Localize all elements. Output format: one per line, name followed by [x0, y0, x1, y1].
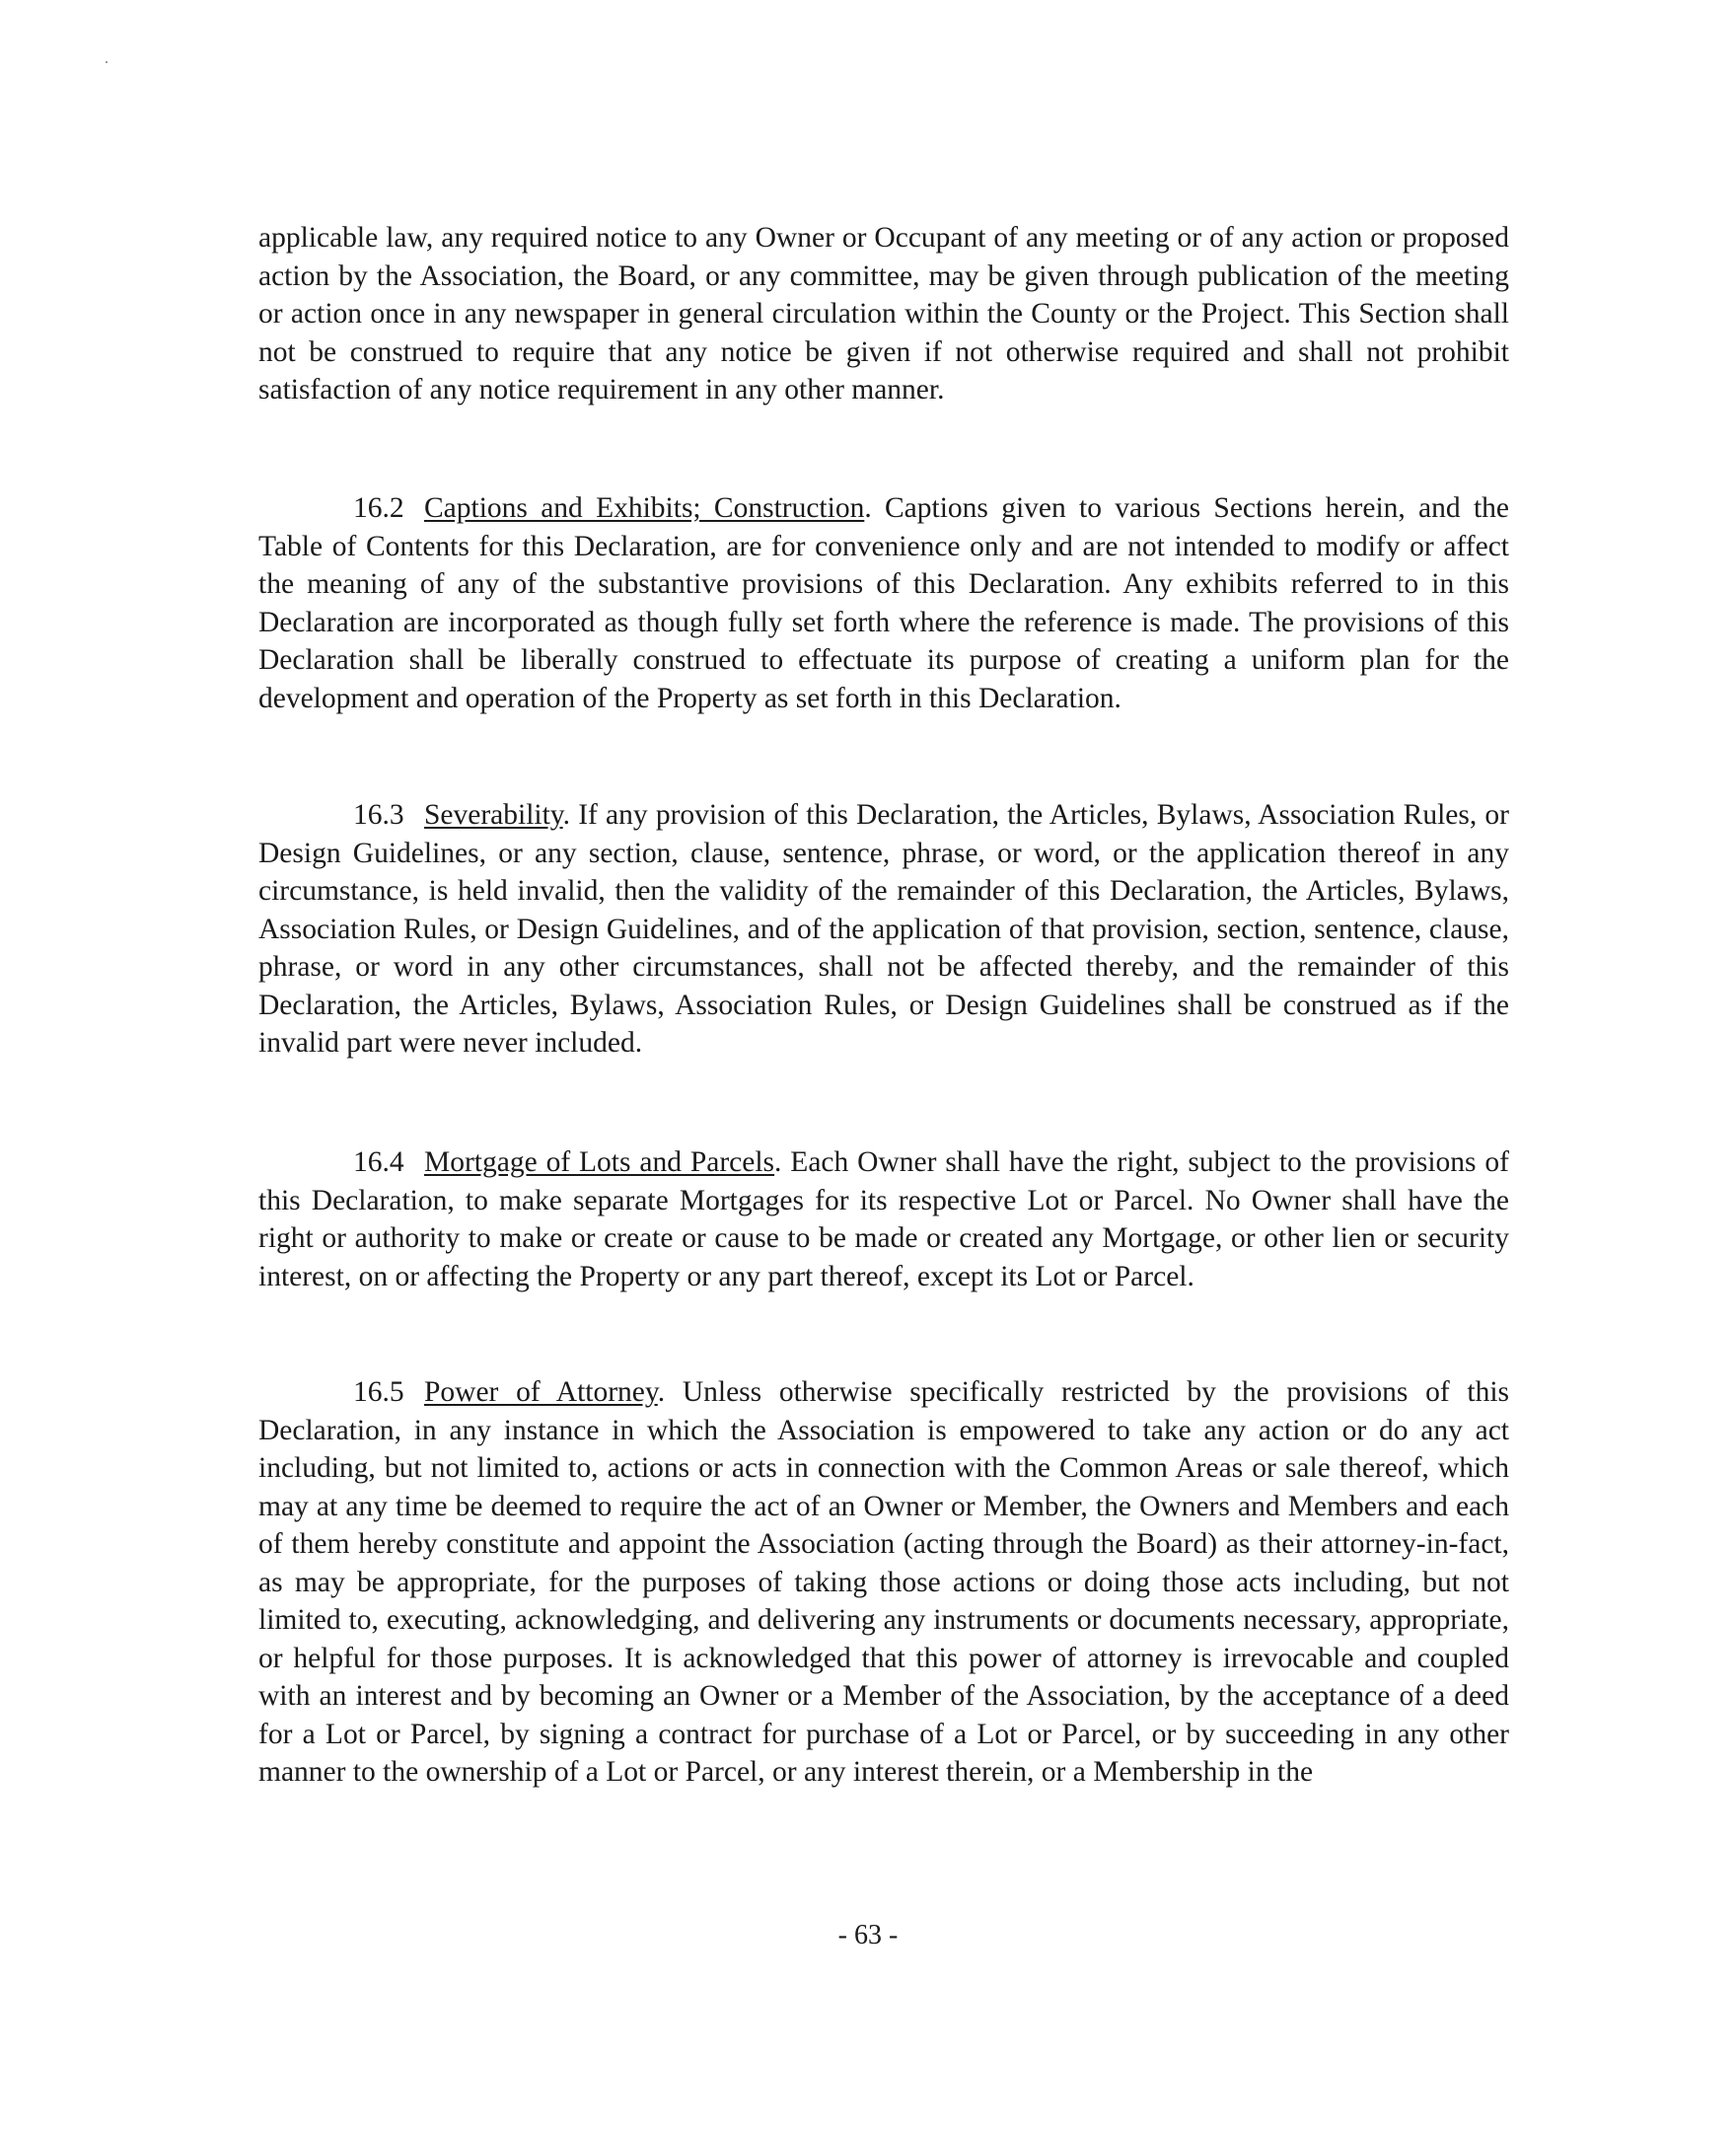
- section-heading: Mortgage of Lots and Parcels: [424, 1146, 775, 1178]
- section-heading: Severability: [424, 799, 563, 831]
- section-number: 16.2: [353, 492, 404, 524]
- section-number: 16.5: [353, 1376, 404, 1408]
- continuation-paragraph: applicable law, any required notice to any Owner or Occupant of any meeting or of any action or proposed action by the Association, the Board, or any committee, may be given through publication of the meeting or action once in any newspaper in general circulation within the County or the Project. This Section shall not be construed to require that any notice be given if not otherwise required and shall not prohibit satisfaction of any notice requirement in any other manner.: [258, 222, 1509, 405]
- section-text: . Unless otherwise specifically restricted by the provisions of this Declaration, in any instance in which the Association is empowered to take any action or do any act including, but not limited to, actions or acts in connection with the Common Areas or sale thereof, which may at any time be deemed to require the act of an Owner or Member, the Owners and Members and each of them hereby constitute and appoint the Association (acting through the Board) as their attorney-in-fact, as may be appropriate, for the purposes of taking those actions or doing those acts including, but not limited to, executing, acknowledging, and delivering any instruments or documents necessary, appropriate, or helpful for those purposes. It is acknowledged that this power of attorney is irrevocable and coupled with an interest and by becoming an Owner or a Member of the Association, by the acceptance of a deed for a Lot or Parcel, by signing a contract for purchase of a Lot or Parcel, or by succeeding in any other manner to the ownership of a Lot or Parcel, or any interest therein, or a Membership in the: [258, 1376, 1509, 1788]
- section-16-2: [258, 489, 1509, 717]
- section-number: 16.3: [353, 799, 404, 831]
- section-16-3: [258, 796, 1509, 1063]
- section-heading: Captions and Exhibits; Construction: [424, 492, 865, 524]
- page-number: - 63 -: [837, 1920, 899, 1950]
- section-heading: Power of Attorney: [424, 1376, 658, 1408]
- section-16-4: [258, 1143, 1509, 1295]
- section-number: 16.4: [353, 1146, 404, 1178]
- section-16-5: [258, 1373, 1509, 1792]
- section-text: . Each Owner shall have the right, subject to the provisions of this Declaration, to make separate Mortgages for its respective Lot or Parcel. No Owner shall have the right or authority to make or create or cause to be made or created any Mortgage, or other lien or security interest, on or affecting the Property or any part thereof, except its Lot or Parcel.: [258, 1146, 1509, 1292]
- section-text: . If any provision of this Declaration, the Articles, Bylaws, Association Rules, or Design Guidelines, or any section, clause, sentence, phrase, or word, or the application thereof in any circumstance, is held invalid, then the validity of the remainder of this Declaration, the Articles, Bylaws, Association Rules, or Design Guidelines, and of the application of that provision, section, sentence, clause, phrase, or word in any other circumstances, shall not be affected thereby, and the remainder of this Declaration, the Articles, Bylaws, Association Rules, or Design Guidelines shall be construed as if the invalid part were never included.: [258, 799, 1509, 1059]
- section-text: . Captions given to various Sections herein, and the Table of Contents for this Declaration, are for convenience only and are not intended to modify or affect the meaning of any of the substantive provisions of this Declaration. Any exhibits referred to in this Declaration are incorporated as though fully set forth where the reference is made. The provisions of this Declaration shall be liberally construed to effectuate its purpose of creating a uniform plan for the development and operation of the Property as set forth in this Declaration.: [258, 492, 1509, 714]
- scan-speck: [106, 61, 108, 63]
